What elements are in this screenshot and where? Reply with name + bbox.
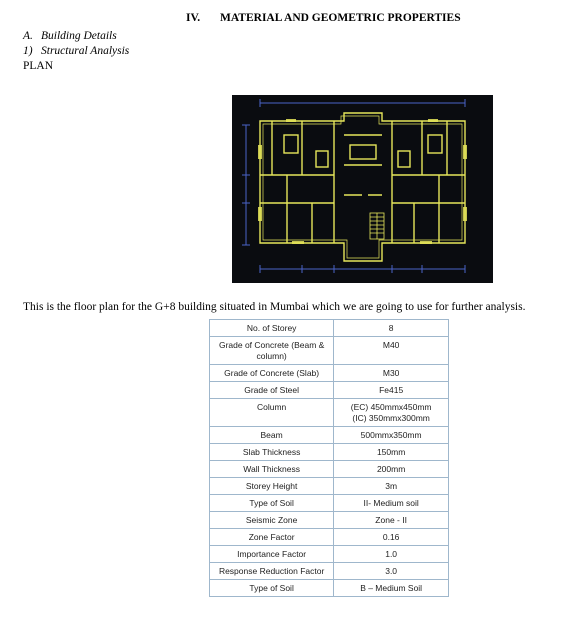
property-value <box>334 382 449 399</box>
property-value-line: 8 <box>388 323 394 333</box>
section-number: IV. <box>186 12 201 24</box>
property-name: Storey Height <box>210 478 334 495</box>
property-value <box>334 399 449 427</box>
property-value-line: Fe415 <box>379 385 404 395</box>
property-name: Type of Soil <box>210 495 334 512</box>
property-value-line: 200mm <box>376 464 406 474</box>
property-value-line: 3.0 <box>385 566 398 576</box>
property-value-line: 500mmx350mm <box>360 430 422 440</box>
property-value <box>334 320 449 337</box>
property-value <box>334 512 449 529</box>
property-name: Beam <box>210 427 334 444</box>
property-row <box>210 546 449 563</box>
property-value-line: (IC) 350mmx300mm <box>352 413 430 423</box>
property-value <box>334 461 449 478</box>
property-value <box>334 495 449 512</box>
subheading-structural-analysis <box>23 45 129 57</box>
property-row <box>210 563 449 580</box>
property-row <box>210 495 449 512</box>
property-row <box>210 444 449 461</box>
property-row <box>210 399 449 427</box>
subheading-text: Structural Analysis <box>41 45 130 57</box>
property-row <box>210 382 449 399</box>
property-value-line: M40 <box>382 340 400 350</box>
property-row <box>210 461 449 478</box>
property-row <box>210 365 449 382</box>
property-value-line: II- Medium soil <box>363 498 419 508</box>
plan-caption: This is the floor plan for the G+8 building situated in Mumbai which we are going to use for further analysis. <box>23 301 526 313</box>
property-value-line: 3m <box>385 481 398 491</box>
property-name: Grade of Concrete (Beam & column) <box>210 337 334 365</box>
property-value-line: 1.0 <box>385 549 398 559</box>
property-value-line: 150mm <box>376 447 406 457</box>
property-value-line: Zone - II <box>375 515 407 525</box>
property-value-line: (EC) 450mmx450mm <box>350 402 432 412</box>
section-heading <box>186 12 461 24</box>
property-value <box>334 478 449 495</box>
subheading-prefix: A. <box>23 30 33 42</box>
property-name: Seismic Zone <box>210 512 334 529</box>
property-value <box>334 337 449 365</box>
section-title: MATERIAL AND GEOMETRIC PROPERTIES <box>220 12 461 24</box>
property-name: No. of Storey <box>210 320 334 337</box>
property-name: Slab Thickness <box>210 444 334 461</box>
floor-plan-image <box>232 95 493 283</box>
subheading-building-details <box>23 30 117 42</box>
property-row <box>210 478 449 495</box>
property-value <box>334 529 449 546</box>
property-value <box>334 427 449 444</box>
property-value <box>334 563 449 580</box>
property-row <box>210 427 449 444</box>
property-name: Grade of Concrete (Slab) <box>210 365 334 382</box>
property-value-line: B – Medium Soil <box>360 583 423 593</box>
property-name: Importance Factor <box>210 546 334 563</box>
property-row <box>210 337 449 365</box>
properties-table <box>209 319 449 597</box>
subheading-text: Building Details <box>41 30 117 42</box>
property-name: Type of Soil <box>210 580 334 597</box>
property-value <box>334 365 449 382</box>
property-value <box>334 546 449 563</box>
property-row <box>210 512 449 529</box>
property-value-line: 0.16 <box>382 532 400 542</box>
plan-label: PLAN <box>23 60 54 72</box>
property-name: Wall Thickness <box>210 461 334 478</box>
property-value-line: M30 <box>382 368 400 378</box>
property-row <box>210 529 449 546</box>
property-name: Column <box>210 399 334 427</box>
property-name: Zone Factor <box>210 529 334 546</box>
property-name: Response Reduction Factor <box>210 563 334 580</box>
property-name: Grade of Steel <box>210 382 334 399</box>
subheading-prefix: 1) <box>23 45 33 57</box>
property-row <box>210 580 449 597</box>
property-row <box>210 320 449 337</box>
property-value <box>334 444 449 461</box>
property-value <box>334 580 449 597</box>
